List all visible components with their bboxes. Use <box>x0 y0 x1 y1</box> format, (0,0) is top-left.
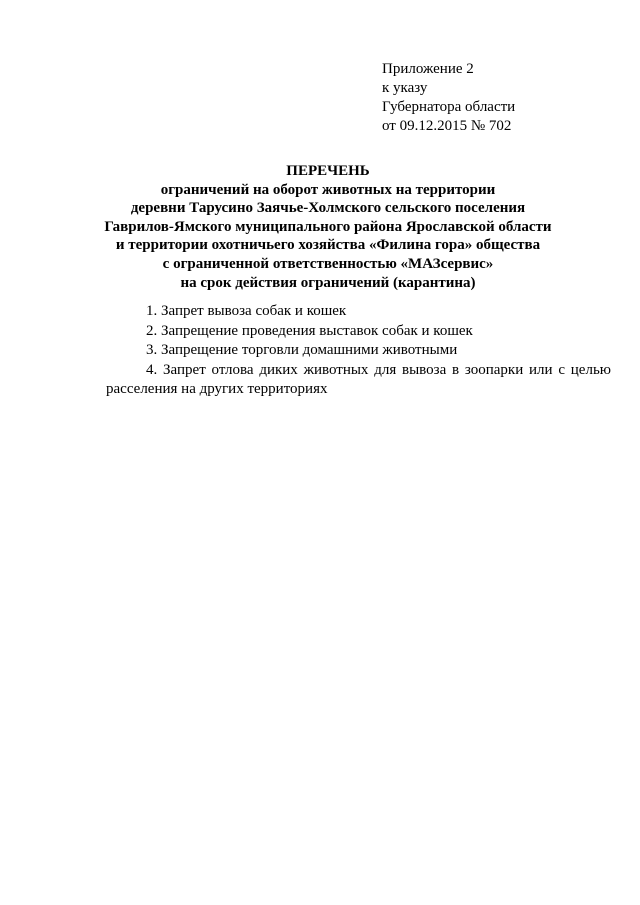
appendix-authority: Губернатора области <box>382 99 516 115</box>
title-line: Гаврилов-Ямского муниципального района Ярославской области <box>104 218 552 235</box>
list-item: 3. Запрещение торговли домашними животными <box>146 342 458 358</box>
title-heading: ПЕРЕЧЕНЬ <box>286 163 370 179</box>
list-item: 1. Запрет вывоза собак и кошек <box>146 303 347 319</box>
title-line: на срок действия ограничений (карантина) <box>180 274 476 291</box>
document-title <box>100 162 556 292</box>
appendix-reference: к указу <box>382 80 428 96</box>
list-item: 2. Запрещение проведения выставок собак и кошек <box>146 322 473 339</box>
list-item-4 <box>106 361 611 381</box>
appendix-header <box>382 60 515 136</box>
appendix-date-number: от 09.12.2015 № 702 <box>382 118 512 134</box>
title-line: деревни Тарусино Заячье-Холмского сельского поселения <box>130 200 526 217</box>
title-line: и территории охотничьего хозяйства «Филина гора» общества <box>115 237 541 254</box>
list-item-4-line1: 4. Запрет отлова диких животных для вывоза в зоопарки или с целью <box>146 361 611 378</box>
list-item-4-line2: расселения на других территориях <box>106 381 328 397</box>
title-line: с ограниченной ответственностью «МАЗсервис» <box>162 255 494 272</box>
restrictions-list <box>106 302 611 400</box>
title-line: ограничений на оборот животных на территории <box>160 181 496 198</box>
appendix-number: Приложение 2 <box>382 61 474 77</box>
